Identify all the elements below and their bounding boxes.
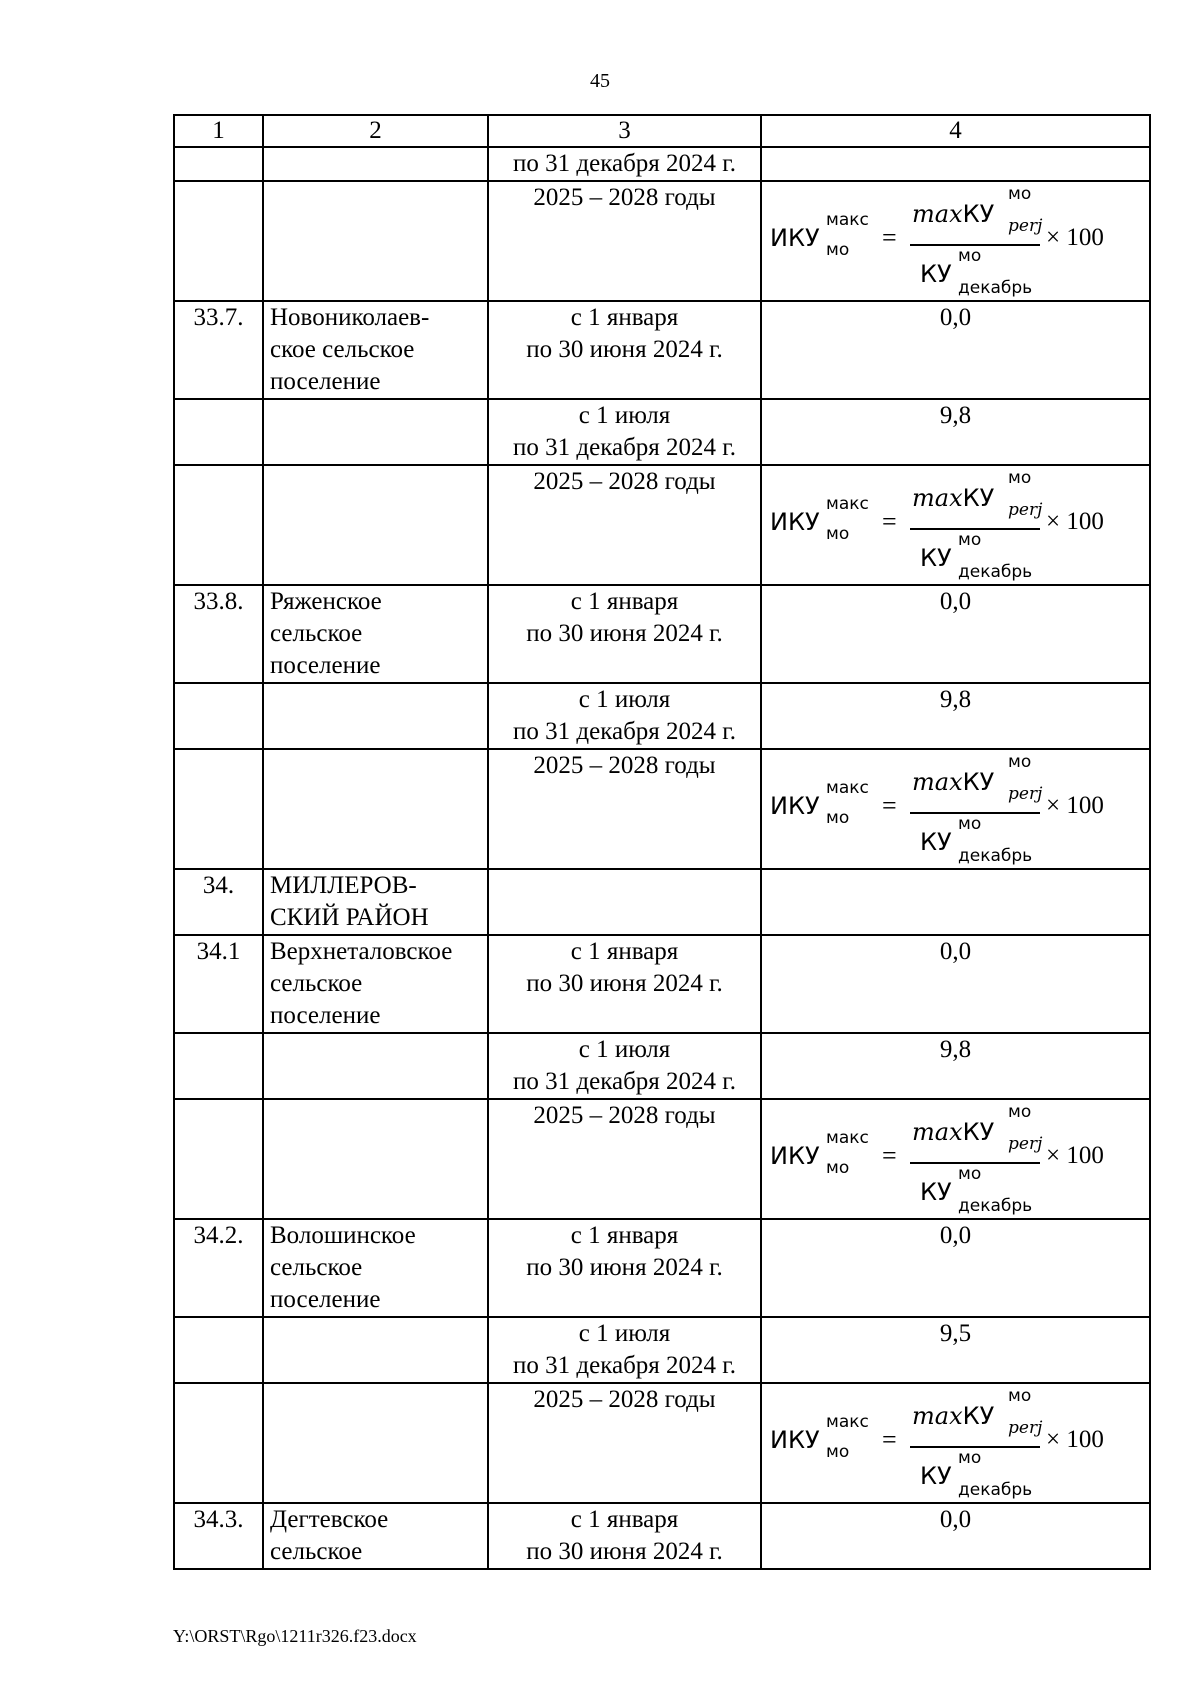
index-value-cell [761, 869, 1150, 935]
table-row [174, 1033, 1150, 1099]
index-value-cell: 0,0 [761, 935, 1150, 1033]
settlement-name-line: сельское [270, 1538, 363, 1565]
formula-den-sup: мо [958, 1448, 982, 1468]
formula-den-sub: декабрь [958, 1196, 1033, 1216]
period-line: с 1 июля [578, 686, 671, 713]
formula-denominator [920, 530, 1033, 582]
formula-equals: = [882, 1425, 897, 1454]
header-col-1: 1 [174, 115, 263, 147]
period-cell [488, 1219, 761, 1317]
period-cell [488, 585, 761, 683]
formula-num-main: КУ [962, 484, 995, 512]
period-line: по 30 июня 2024 г. [526, 336, 723, 363]
index-value-cell [761, 1383, 1150, 1503]
settlement-name-cell [263, 749, 488, 869]
formula-denominator [920, 1164, 1033, 1216]
table-header-row [174, 115, 1150, 147]
formula-numerator [912, 752, 1043, 804]
formula-num-sub: perj [1008, 500, 1043, 520]
settlement-name-cell [263, 301, 488, 399]
settlement-name-cell [263, 1383, 488, 1503]
formula-lhs [770, 1412, 869, 1462]
settlement-name-cell [263, 399, 488, 465]
settlement-name-cell [263, 1033, 488, 1099]
period-cell [488, 1033, 761, 1099]
page-number: 45 [590, 70, 610, 92]
settlement-name-line: Новониколаев- [270, 304, 430, 331]
formula-den-sub: декабрь [958, 278, 1033, 298]
period-line: с 1 января [570, 304, 679, 331]
index-value-cell: 0,0 [761, 585, 1150, 683]
settlement-name-cell [263, 585, 488, 683]
row-number-cell: 34. [174, 869, 263, 935]
period-cell [488, 869, 761, 935]
period-line: с 1 января [570, 938, 679, 965]
formula-equals: = [882, 507, 897, 536]
table-row [174, 1219, 1150, 1317]
period-line: по 31 декабря 2024 г. [513, 1068, 736, 1095]
formula-lhs [770, 494, 869, 544]
index-value-cell [761, 749, 1150, 869]
formula-num-main: КУ [962, 200, 995, 228]
settlement-name-cell [263, 147, 488, 181]
formula-denominator [920, 246, 1033, 298]
row-number-cell [174, 1099, 263, 1219]
formula [762, 750, 1149, 868]
formula-lhs-sub: мо [826, 808, 850, 828]
table-row [174, 399, 1150, 465]
formula-lhs-main: ИКУ [770, 792, 820, 820]
row-number-cell: 34.3. [174, 1503, 263, 1569]
formula-num-sup: мо [1008, 752, 1032, 772]
formula-lhs-main: ИКУ [770, 224, 820, 252]
formula-lhs-sup: макс [826, 1128, 869, 1148]
period-cell: 2025 – 2028 годы [488, 1099, 761, 1219]
formula-lhs-sub: мо [826, 1442, 850, 1462]
period-cell [488, 683, 761, 749]
index-value-cell [761, 1099, 1150, 1219]
formula-times: × 100 [1046, 1142, 1104, 1169]
row-number-cell [174, 749, 263, 869]
period-line: по 31 декабря 2024 г. [513, 1352, 736, 1379]
formula-max: max [912, 768, 963, 796]
header-col-4: 4 [761, 115, 1150, 147]
settlement-name-cell [263, 1317, 488, 1383]
settlement-name-line: сельское [270, 1254, 363, 1281]
row-number-cell: 34.2. [174, 1219, 263, 1317]
formula-den-main: КУ [920, 260, 952, 288]
formula-den-sub: декабрь [958, 1480, 1033, 1500]
period-cell: по 31 декабря 2024 г. [488, 147, 761, 181]
settlement-name-cell [263, 935, 488, 1033]
settlement-name-line: Ряженское [270, 588, 382, 615]
formula-den-sup: мо [958, 1164, 982, 1184]
formula-equals: = [882, 1141, 897, 1170]
formula-lhs-sub: мо [826, 240, 850, 260]
period-cell: 2025 – 2028 годы [488, 465, 761, 585]
table-row [174, 301, 1150, 399]
settlement-name-cell [263, 181, 488, 301]
file-path-footer: Y:\ORST\Rgo\1211r326.f23.docx [173, 1626, 417, 1646]
settlement-name-line: поселение [270, 368, 381, 395]
header-col-3: 3 [488, 115, 761, 147]
formula-times: × 100 [1046, 508, 1104, 535]
formula-lhs-sup: макс [826, 778, 869, 798]
period-line: по 30 июня 2024 г. [526, 1538, 723, 1565]
period-line: по 30 июня 2024 г. [526, 970, 723, 997]
period-cell [488, 1503, 761, 1569]
formula-numerator [912, 184, 1043, 236]
period-cell [488, 935, 761, 1033]
formula-lhs-sup: макс [826, 1412, 869, 1432]
settlement-name-cell [263, 683, 488, 749]
table-row [174, 181, 1150, 301]
formula-num-sub: perj [1008, 1134, 1043, 1154]
table-row [174, 935, 1150, 1033]
settlement-name-line: поселение [270, 1286, 381, 1313]
index-value-cell [761, 181, 1150, 301]
period-cell [488, 301, 761, 399]
settlement-name-line: МИЛЛЕРОВ- [270, 872, 417, 899]
period-cell: 2025 – 2028 годы [488, 1383, 761, 1503]
table-row [174, 585, 1150, 683]
formula-lhs [770, 778, 869, 828]
period-line: с 1 января [570, 1222, 679, 1249]
formula-den-main: КУ [920, 544, 952, 572]
formula-lhs-sub: мо [826, 1158, 850, 1178]
formula-numerator [912, 1102, 1043, 1154]
settlement-name-cell [263, 1503, 488, 1569]
index-value-cell: 9,5 [761, 1317, 1150, 1383]
formula-times: × 100 [1046, 224, 1104, 251]
formula-times: × 100 [1046, 1426, 1104, 1453]
formula-max: max [912, 200, 963, 228]
formula-lhs-sup: макс [826, 494, 869, 514]
settlement-name-line: поселение [270, 652, 381, 679]
row-number-cell: 33.7. [174, 301, 263, 399]
formula-equals: = [882, 223, 897, 252]
formula-den-sup: мо [958, 530, 982, 550]
formula-num-main: КУ [962, 1402, 995, 1430]
row-number-cell [174, 1317, 263, 1383]
table-row [174, 869, 1150, 935]
period-line: по 30 июня 2024 г. [526, 1254, 723, 1281]
formula-num-sup: мо [1008, 468, 1032, 488]
settlement-name-line: СКИЙ РАЙОН [270, 904, 429, 931]
formula-lhs-main: ИКУ [770, 1426, 820, 1454]
table-row [174, 1503, 1150, 1569]
formula-num-sup: мо [1008, 184, 1032, 204]
settlement-name-cell [263, 465, 488, 585]
period-line: по 31 декабря 2024 г. [513, 434, 736, 461]
formula-den-main: КУ [920, 1178, 952, 1206]
formula-lhs [770, 210, 869, 260]
row-number-cell [174, 465, 263, 585]
formula-max: max [912, 1118, 963, 1146]
period-line: по 30 июня 2024 г. [526, 620, 723, 647]
formula-denominator [920, 1448, 1033, 1500]
period-line: по 31 декабря 2024 г. [513, 718, 736, 745]
table-row [174, 1099, 1150, 1219]
formula-numerator [912, 1386, 1043, 1438]
formula [762, 1384, 1149, 1502]
document-table [173, 114, 1151, 1570]
period-cell: 2025 – 2028 годы [488, 749, 761, 869]
row-number-cell [174, 181, 263, 301]
index-value-cell [761, 465, 1150, 585]
formula-denominator [920, 814, 1033, 866]
period-line: с 1 июля [578, 1320, 671, 1347]
settlement-name-line: поселение [270, 1002, 381, 1029]
formula-max: max [912, 484, 963, 512]
formula-lhs-sup: макс [826, 210, 869, 230]
period-cell [488, 1317, 761, 1383]
settlement-name-line: ское сельское [270, 336, 415, 363]
row-number-cell [174, 1383, 263, 1503]
period-line: с 1 января [570, 1506, 679, 1533]
formula-lhs-main: ИКУ [770, 508, 820, 536]
table-row [174, 1383, 1150, 1503]
settlement-name-line: сельское [270, 620, 363, 647]
formula-den-sub: декабрь [958, 846, 1033, 866]
table-row [174, 147, 1150, 181]
formula-max: max [912, 1402, 963, 1430]
index-value-cell: 9,8 [761, 1033, 1150, 1099]
row-number-cell [174, 683, 263, 749]
formula [762, 182, 1149, 300]
settlement-name-line: сельское [270, 970, 363, 997]
table-row [174, 683, 1150, 749]
formula [762, 1100, 1149, 1218]
index-value-cell: 0,0 [761, 1219, 1150, 1317]
row-number-cell [174, 399, 263, 465]
formula-lhs [770, 1128, 869, 1178]
formula-num-sup: мо [1008, 1386, 1032, 1406]
table-row [174, 749, 1150, 869]
formula-times: × 100 [1046, 792, 1104, 819]
settlement-name-cell [263, 869, 488, 935]
formula-num-sup: мо [1008, 1102, 1032, 1122]
formula-den-main: КУ [920, 828, 952, 856]
index-value-cell: 9,8 [761, 399, 1150, 465]
period-line: с 1 июля [578, 402, 671, 429]
settlement-name-cell [263, 1099, 488, 1219]
formula-den-sup: мо [958, 814, 982, 834]
formula-den-sub: декабрь [958, 562, 1033, 582]
index-value-cell: 9,8 [761, 683, 1150, 749]
period-line: с 1 января [570, 588, 679, 615]
formula-num-sub: perj [1008, 216, 1043, 236]
formula-lhs-main: ИКУ [770, 1142, 820, 1170]
period-cell: 2025 – 2028 годы [488, 181, 761, 301]
index-value-cell: 0,0 [761, 1503, 1150, 1569]
formula-den-main: КУ [920, 1462, 952, 1490]
index-value-cell: 0,0 [761, 301, 1150, 399]
formula-den-sup: мо [958, 246, 982, 266]
settlement-name-line: Волошинское [270, 1222, 416, 1249]
table-row [174, 465, 1150, 585]
row-number-cell [174, 147, 263, 181]
formula [762, 466, 1149, 584]
formula-lhs-sub: мо [826, 524, 850, 544]
header-col-2: 2 [263, 115, 488, 147]
settlement-name-line: Дегтевское [270, 1506, 389, 1533]
formula-num-main: КУ [962, 768, 995, 796]
row-number-cell: 34.1 [174, 935, 263, 1033]
formula-num-main: КУ [962, 1118, 995, 1146]
row-number-cell: 33.8. [174, 585, 263, 683]
settlement-name-cell [263, 1219, 488, 1317]
formula-numerator [912, 468, 1043, 520]
settlement-name-line: Верхнеталовское [270, 938, 453, 965]
table-row [174, 1317, 1150, 1383]
formula-num-sub: perj [1008, 784, 1043, 804]
period-cell [488, 399, 761, 465]
period-line: с 1 июля [578, 1036, 671, 1063]
row-number-cell [174, 1033, 263, 1099]
formula-num-sub: perj [1008, 1418, 1043, 1438]
formula-equals: = [882, 791, 897, 820]
index-value-cell [761, 147, 1150, 181]
